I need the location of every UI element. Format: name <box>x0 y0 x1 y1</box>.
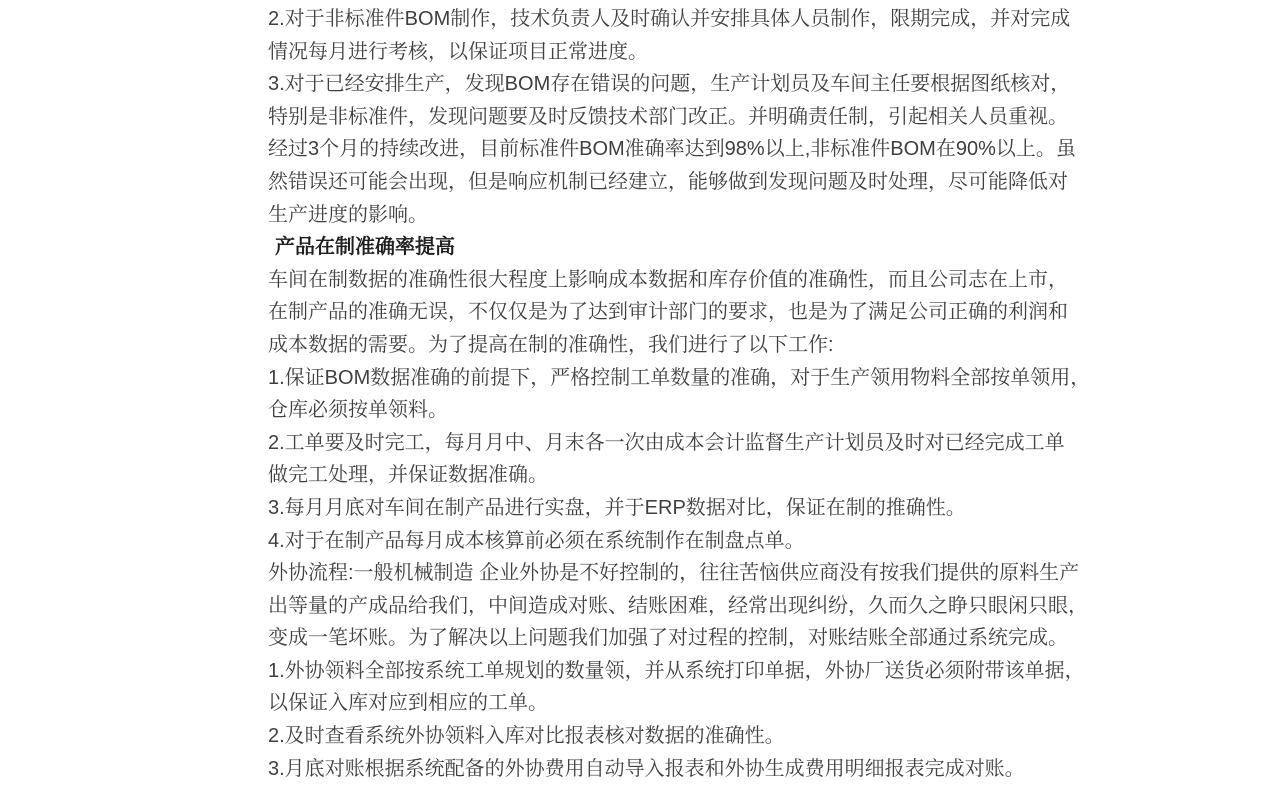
text-line: 3.每月月底对车间在制产品进行实盘，并于ERP数据对比，保证在制的推确性。 <box>268 496 966 519</box>
section-heading: 产品在制准确率提高 <box>275 236 455 259</box>
article-body <box>268 3 1228 785</box>
text-line: 情况每月进行考核，以保证项目正常进度。 <box>268 40 648 63</box>
text-line: 2.工单要及时完工，每月月中、月末各一次由成本会计监督生产计划员及时对已经完成工单 <box>268 431 1065 454</box>
text-line: 外协流程:一般机械制造 企业外协是不好控制的，往往苦恼供应商没有按我们提供的原料生产 <box>268 562 1080 585</box>
text-line: 做完工处理，并保证数据准确。 <box>268 464 548 487</box>
text-line: 2.对于非标准件BOM制作，技术负责人及时确认并安排具体人员制作，限期完成，并对完成 <box>268 8 1071 30</box>
text-line: 1.外协领料全部按系统工单规划的数量领，并从系统打印单据，外协厂送货必须附带该单据， <box>268 659 1085 682</box>
text-line: 生产进度的影响。 <box>268 203 428 226</box>
text-line: 仓库必须按单领料。 <box>268 399 448 422</box>
text-line: 变成一笔坏账。为了解决以上问题我们加强了对过程的控制，对账结账全部通过系统完成。 <box>268 627 1068 650</box>
text-line: 成本数据的需要。为了提高在制的准确性，我们进行了以下工作: <box>268 333 834 356</box>
text-line: 车间在制数据的准确性很大程度上影响成本数据和库存价值的准确性，而且公司志在上市， <box>268 268 1068 291</box>
text-line: 在制产品的准确无误，不仅仅是为了达到审计部门的要求，也是为了满足公司正确的利润和 <box>268 301 1068 324</box>
text-line: 以保证入库对应到相应的工单。 <box>268 692 548 715</box>
text-line: 3.对于已经安排生产，发现BOM存在错误的问题，生产计划员及车间主任要根据图纸核对， <box>268 73 1071 96</box>
text-line: 出等量的产成品给我们，中间造成对账、结账困难，经常出现纠纷，久而久之睁只眼闲只眼， <box>268 594 1088 617</box>
text-line: 2.及时查看系统外协领料入库对比报表核对数据的准确性。 <box>268 725 785 748</box>
text-line: 经过3个月的持续改进，目前标准件BOM准确率达到98%以上,非标准件BOM在90%以上。虽 <box>268 138 1076 161</box>
text-line: 然错误还可能会出现，但是响应机制已经建立，能够做到发现问题及时处理，尽可能降低对 <box>268 170 1068 193</box>
text-line: 3.月底对账根据系统配备的外协费用自动导入报表和外协生成费用明细报表完成对账。 <box>268 757 1025 780</box>
text-line: 特别是非标准件，发现问题要及时反馈技术部门改正。并明确责任制，引起相关人员重视。 <box>268 105 1068 128</box>
text-line: 1.保证BOM数据准确的前提下，严格控制工单数量的准确，对于生产领用物料全部按单领用， <box>268 366 1091 389</box>
text-line: 4.对于在制产品每月成本核算前必须在系统制作在制盘点单。 <box>268 529 805 552</box>
